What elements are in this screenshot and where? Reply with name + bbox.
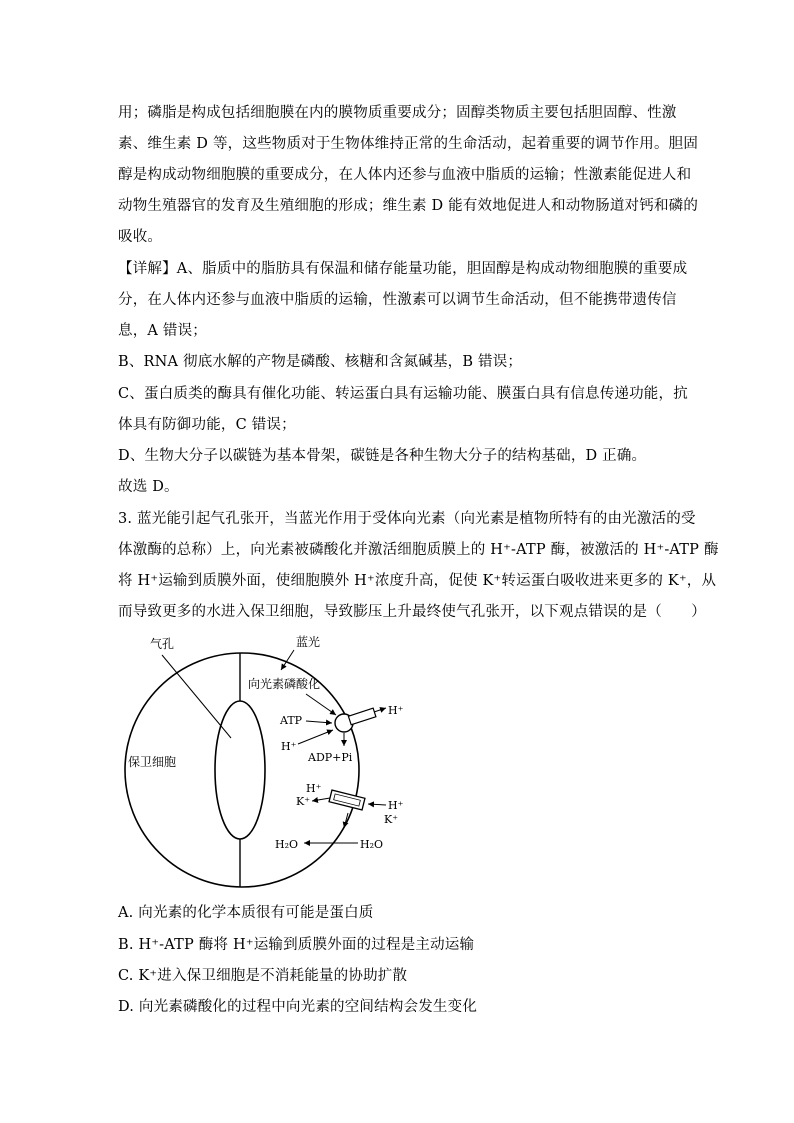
water-in-label: H₂O	[360, 838, 384, 851]
question-line: 将 H⁺运输到质膜外面，使细胞膜外 H⁺浓度升高，促使 K⁺转运蛋白吸收进来更多的 K⁺，从	[118, 573, 717, 589]
analysis-line: 动物生殖器官的发育及生殖细胞的形成；维生素 D 能有效地促进人和动物肠道对钙和磷的	[118, 198, 699, 214]
guard-cell-diagram	[118, 628, 438, 894]
analysis-line: 素、维生素 D 等，这些物质对于生物体维持正常的生命活动，起着重要的调节作用。胆固	[118, 136, 699, 152]
transporter-k-in: K⁺	[384, 813, 399, 826]
details-line: 体具有防御功能，C 错误；	[118, 417, 296, 433]
phototropin-arrow	[306, 694, 336, 715]
adp-pi-label: ADP+Pi	[308, 751, 353, 764]
atp-arrow	[306, 721, 332, 723]
transporter-k-out: K⁺	[296, 795, 311, 808]
details-line: 【详解】A、脂质中的脂肪具有保温和储存能量功能，胆固醇是构成动物细胞膜的重要成	[118, 261, 688, 277]
option-b: B. H⁺-ATP 酶将 H⁺运输到质膜外面的过程是主动运输	[118, 937, 475, 953]
option-d: D. 向光素磷酸化的过程中向光素的空间结构会发生变化	[118, 999, 478, 1015]
h-plus-in-label: H⁺	[281, 740, 297, 753]
analysis-line: 用；磷脂是构成包括细胞膜在内的膜物质重要成分；固醇类物质主要包括胆固醇、性激	[118, 105, 677, 121]
guard-cell-svg	[118, 628, 438, 894]
transporter-h-out: H⁺	[306, 782, 322, 795]
guard-cell-label: 保卫细胞	[128, 755, 177, 769]
stoma-pore	[215, 701, 265, 839]
analysis-line: 吸收。	[118, 229, 163, 245]
water-out-label: H₂O	[275, 838, 299, 851]
details-line: 故选 D。	[118, 479, 179, 495]
k-out-arrow	[312, 798, 330, 801]
question-line: 体激酶的总称）上，向光素被磷酸化并激活细胞质膜上的 H⁺-ATP 酶，被激活的 H⁺-ATP 酶	[118, 542, 719, 558]
question-line: 3. 蓝光能引起气孔张开，当蓝光作用于受体向光素（向光素是植物所特有的由光激活的受	[118, 511, 696, 527]
option-c: C. K⁺进入保卫细胞是不消耗能量的协助扩散	[118, 968, 408, 984]
stoma-pointer	[162, 655, 231, 738]
h-plus-out-label: H⁺	[388, 704, 404, 717]
details-line: D、生物大分子以碳链为基本骨架，碳链是各种生物大分子的结构基础，D 正确。	[118, 448, 647, 464]
atpase-channel	[348, 708, 376, 725]
guard-cell-outline	[125, 653, 359, 887]
analysis-line: 醇是构成动物细胞膜的重要成分，在人体内还参与血液中脂质的运输；性激素能促进人和	[118, 167, 692, 183]
details-line: 分，在人体内还参与血液中脂质的运输，性激素可以调节生命活动，但不能携带遗传信	[118, 292, 677, 308]
h-in-arrow	[298, 730, 333, 744]
blue-light-label: 蓝光	[296, 635, 321, 649]
h-out-arrow	[374, 708, 386, 712]
option-a: A. 向光素的化学本质很有可能是蛋白质	[118, 905, 374, 921]
details-line: B、RNA 彻底水解的产物是磷酸、核糖和含氮碱基，B 错误；	[118, 354, 523, 370]
h-in-transporter-arrow	[368, 804, 386, 805]
atp-label: ATP	[280, 714, 303, 727]
stoma-label: 气孔	[150, 637, 175, 651]
transporter-h-in: H⁺	[388, 799, 404, 812]
phototropin-label: 向光素磷酸化	[248, 677, 321, 691]
details-line: 息，A 错误；	[118, 323, 207, 339]
question-line: 而导致更多的水进入保卫细胞，导致膨压上升最终使气孔张开，以下观点错误的是（ ）	[118, 604, 706, 620]
details-line: C、蛋白质类的酶具有催化功能、转运蛋白具有运输功能、膜蛋白具有信息传递功能，抗	[118, 386, 688, 402]
